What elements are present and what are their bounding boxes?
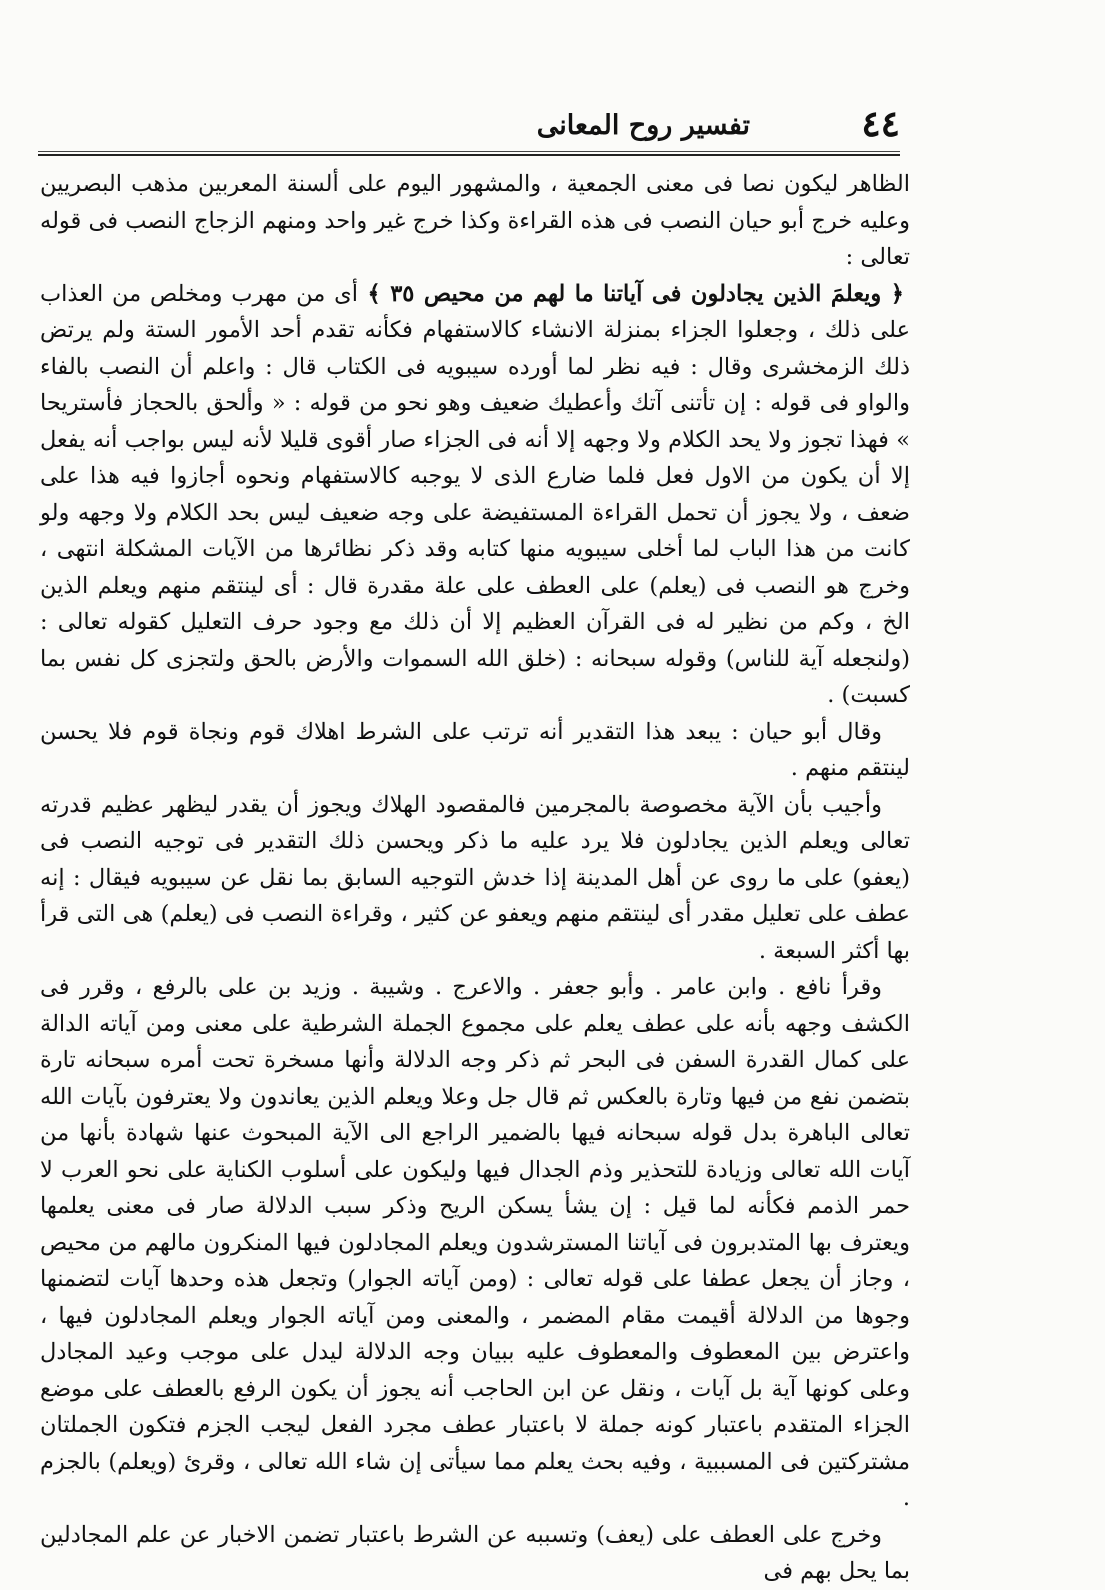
text-line: كالاستفهام ونحوه أجازوا فيه هذا على ضعف ، ولا يجوز أن تحمل القراءة المستفيضة على وجه ضعيف ليس [40,463,911,526]
paragraph [40,1517,910,1590]
text-line: كثير ، وقراءة النصب فى (يعلم) هى التى قرأ بها أكثر السبعة . [40,901,910,964]
text-line: ويعلم الذين يعاندون ولا يعترفون بآيات الله تعالى الباهرة بدل قوله سبحانه فيها بالضمير الراجع الى الآية المبحوث [40,1083,910,1146]
page-number: ٤٤ [861,103,900,145]
text-line: إذا خدش التوجيه السابق بما نقل عن سيبويه فيقال : إنه عطف على تعليل مقدر أى لينتقم منهم ويعفو عن [40,864,910,927]
text-line: ذكر وجه الدلالة وأنها مسخرة تحت أمره سبحانه تارة بتضمن نفع من فيها وتارة بالعكس ثم قال جل وعلا [40,1047,910,1110]
text-line: ضعيف وهو نحو من قوله : « وألحق بالحجاز فأستريحا » فهذا تجوز ولا يحد الكلام ولا وجهه إلا أنه فى [40,390,910,453]
text-line: وخرج على العطف على (يعف) وتسببه عن الشرط باعتبار تضمن الاخبار عن علم المجادلين بما يحل بهم فى [40,1521,910,1584]
header-rule-inner [38,151,900,152]
page-header [38,98,900,156]
text-line: الظاهر ليكون نصا فى معنى الجمعية ، والمشهور اليوم على ألسنة المعربين مذهب البصريين وعليه خرج أبو حيان [40,171,910,234]
text-line: وأجيب بأن الآية مخصوصة بالمجرمين فالمقصود الهلاك ويجوز أن يقدر ليظهر عظيم قدرته تعالى ويعلم الذين [40,791,910,854]
text-line: ومن آياته الجوار ويعلم المجادلون فيها ، واعترض بين المعطوف والمعطوف عليه ببيان وجه الدلالة ليدل على [40,1302,910,1365]
body-text [40,166,910,1590]
text-line: بحد الكلام ولا وجهه ولو كانت من هذا الباب لما أخلى سيبويه منها كتابه وقد ذكر نظائرها من الآيات [40,499,910,562]
text-line: بأنه على عطف يعلم على مجموع الجملة الشرطية على معنى ومن آياته الدالة على كمال القدرة السفن فى البحر ثم [40,1010,910,1073]
text-line: فيه نظر لما أورده سيبويه فى الكتاب قال : واعلم أن النصب بالفاء والواو فى قوله : إن تأتنى آتك وأعطيك [40,353,910,416]
header-rule [38,154,900,156]
text-line: الجزاء صار أقوى قليلا لأنه ليس بواجب أنه يفعل إلا أن يكون من الاول فعل فلما ضارع الذى لا يوجبه [40,426,910,489]
quran-verse: ﴿ ويعلمَ الذين يجادلون فى آياتنا ما لهم من محيص ٣٥ ﴾ [358,280,904,307]
text-line: أى من مهرب ومخلص من العذاب على ذلك ، [40,280,911,343]
paragraph [40,276,910,714]
text-line: فى المسببية ، وفيه بحث يعلم مما سيأتى إن شاء الله تعالى ، وقرئ (ويعلم) بالجزم . [40,1448,910,1511]
text-line: وجعلوا الجزاء بمنزلة الانشاء كالاستفهام فكأنه تقدم أحد الأمور الستة ولم يرتض ذلك الزمخشرى وقال : [40,317,910,380]
text-line: يجادلون فلا يرد عليه ما ذكر ويحسن ذلك التقدير فى توجيه النصب فى (يعفو) على ما روى عن أهل المدينة [40,828,910,891]
paragraph [40,787,910,970]
paragraph [40,166,910,276]
text-line: موضع الجزاء المتقدم باعتبار كونه جملة لا باعتبار عطف مجرد الفعل ليجب الجزم فتكون الجملتان مشتركتين [40,1375,911,1475]
text-line: وكم من نظير له فى القرآن العظيم إلا أن ذلك مع وجود حرف التعليل كقوله تعالى : (ولنجعله آية للناس) [40,609,911,672]
text-line: العرب لا حمر الذمم فكأنه لما قيل : إن يشأ يسكن الريح وذكر سبب الدلالة صار فى معنى يعلمها ويعترف بها [40,1156,910,1256]
text-line: عنها شهادة بأنها من آيات الله تعالى وزيادة للتحذير وذم الجدال فيها وليكون على أسلوب الكناية على نحو [40,1120,910,1183]
paragraph [40,969,910,1517]
text-line: موجب وعيد المجادل وعلى كونها آية بل آيات ، ونقل عن ابن الحاجب أنه يجوز أن يكون الرفع بالعطف على [40,1339,910,1402]
text-line: المتدبرون فى آياتنا المسترشدون ويعلم المجادلون فيها المنكرون مالهم من محيص ، وجاز أن يجعل عطفا على قوله [40,1229,910,1292]
text-line: وقرأ نافع . وابن عامر . وأبو جعفر . والاعرج . وشيبة . وزيد بن على بالرفع ، وقرر فى الكشف وجهه [40,974,910,1037]
text-line: المشكلة انتهى ، وخرج هو النصب فى (يعلم) على العطف على علة مقدرة قال : أى لينتقم منهم ويعلم الذين الخ ، [40,536,910,635]
text-line: وقوله سبحانه : (خلق الله السموات والأرض بالحق ولتجزى كل نفس بما كسبت) . [40,645,910,708]
paragraph [40,714,910,787]
text-line: النصب فى هذه القراءة وكذا خرج غير واحد ومنهم الزجاج النصب فى قوله تعالى : [40,207,910,270]
running-title: تفسير روح المعانى [536,110,750,141]
text-line: تعالى : (ومن آياته الجوار) وتجعل هذه وحدها آيات لتضمنها وجوها من الدلالة أقيمت مقام المضمر ، والمعنى [40,1266,910,1329]
text-line: وقال أبو حيان : يبعد هذا التقدير أنه ترتب على الشرط اهلاك قوم ونجاة قوم فلا يحسن لينتقم منهم . [40,718,910,781]
